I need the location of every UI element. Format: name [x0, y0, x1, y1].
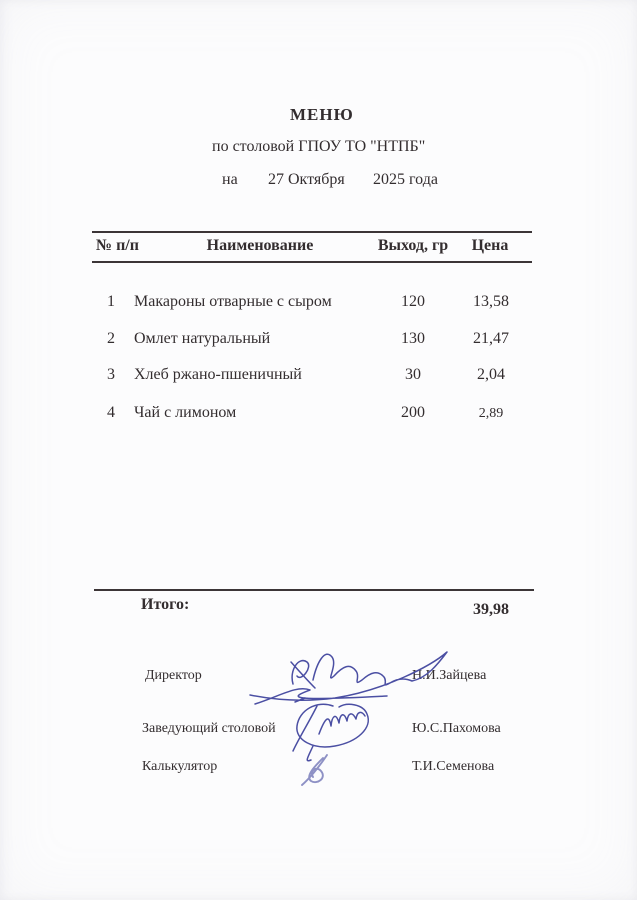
dish-name: Макароны отварные с сыром [134, 293, 332, 310]
signature-calculator [302, 755, 327, 785]
row-number: 3 [107, 366, 115, 383]
dish-price: 13,58 [473, 293, 509, 310]
dish-weight: 30 [405, 366, 421, 383]
dish-name: Омлет натуральный [134, 330, 271, 347]
document-subtitle: по столовой ГПОУ ТО "НТПБ" [212, 138, 426, 155]
signature-person-director: Н.И.Зайцева [412, 668, 487, 683]
signature-person-canteen-manager: Ю.С.Пахомова [412, 721, 501, 736]
table-header-rule [92, 261, 532, 263]
column-header-weight: Выход, гр [377, 237, 449, 254]
signature-director [250, 652, 447, 704]
signature-role-canteen-manager: Заведующий столовой [142, 721, 276, 736]
date-value: 27 Октября [268, 171, 345, 188]
page-title: МЕНЮ [290, 105, 354, 124]
signature-role-calculator: Калькулятор [142, 759, 218, 774]
column-header-name: Наименование [206, 237, 314, 254]
row-number: 2 [107, 330, 115, 347]
row-number: 1 [107, 293, 115, 310]
dish-weight: 130 [401, 330, 425, 347]
date-year: 2025 года [373, 171, 438, 188]
dish-name: Хлеб ржано-пшеничный [134, 366, 302, 383]
column-header-number: № п/п [96, 237, 139, 254]
handwritten-signatures [235, 638, 485, 798]
dish-price: 21,47 [473, 330, 509, 347]
dish-price: 2,04 [477, 366, 505, 383]
signature-person-calculator: Т.И.Семенова [412, 759, 495, 774]
signature-canteen-manager [293, 698, 368, 761]
total-label: Итого: [141, 596, 190, 613]
total-value: 39,98 [473, 601, 509, 618]
date-prefix: на [222, 171, 238, 188]
dish-weight: 120 [401, 293, 425, 310]
table-row [0, 366, 637, 390]
dish-price: 2,89 [478, 406, 504, 421]
table-top-rule [92, 231, 532, 233]
signature-role-director: Директор [145, 668, 202, 683]
column-header-price: Цена [471, 237, 509, 254]
row-number: 4 [107, 404, 115, 421]
table-row [0, 293, 637, 317]
total-rule [94, 589, 534, 591]
table-row [0, 330, 637, 354]
dish-weight: 200 [401, 404, 425, 421]
dish-name: Чай с лимоном [134, 404, 237, 421]
table-row [0, 404, 637, 428]
